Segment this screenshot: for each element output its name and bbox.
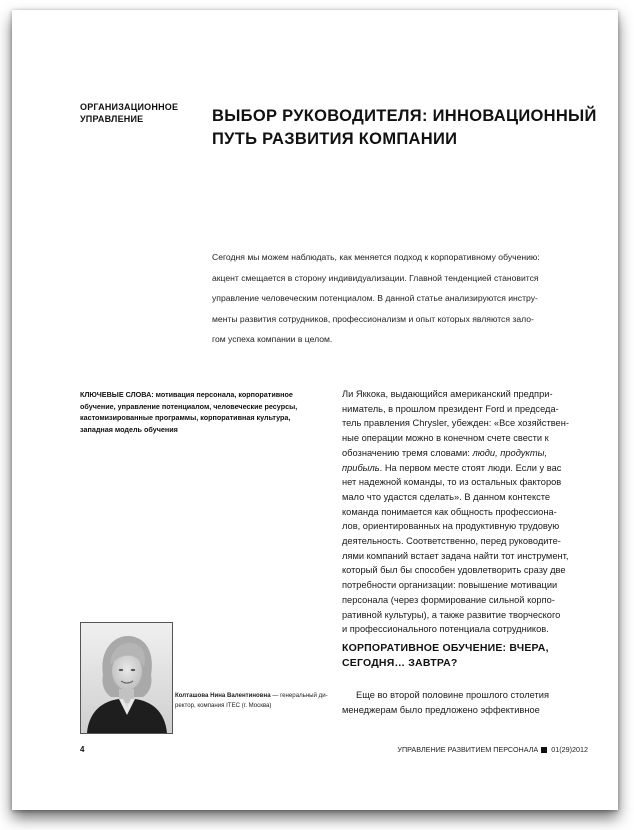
- author-caption: [175, 691, 335, 711]
- body-line: и профессионального потенциала сотрудников.: [342, 624, 549, 635]
- keywords-label: КЛЮЧЕВЫЕ СЛОВА:: [80, 390, 154, 399]
- author-portrait-image: [81, 623, 172, 733]
- keywords-line: обучение, управление потенциалом, человеческие ресурсы,: [80, 401, 298, 411]
- body-line: команда понимается как общность профессиона-: [342, 506, 557, 517]
- body-line: ниматель, в прошлом президент Ford и председа-: [342, 403, 559, 414]
- journal-issue: 01(29)2012: [551, 745, 588, 754]
- author-photo: [80, 622, 173, 734]
- body-line: ные операции можно в конечном счете свести к: [342, 433, 549, 444]
- article-title-line2: ПУТЬ РАЗВИТИЯ КОМПАНИИ: [212, 130, 458, 148]
- article-body-continued: [342, 688, 604, 717]
- body-line: тель правления Chrysler, убежден: «Все хозяйствен-: [342, 418, 569, 429]
- body-line: ративной культуры), а также развитие творческого: [342, 609, 561, 620]
- abstract-line: управление человеческим потенциалом. В данной статье анализируются инстру-: [212, 293, 538, 303]
- body-line: который был бы способен удовлетворить сразу две: [342, 565, 566, 576]
- body-line: обозначению тремя словами:: [342, 447, 473, 458]
- body-line: Ли Яккока, выдающийся американский предпри-: [342, 389, 553, 399]
- body-italic: прибыль: [342, 462, 380, 473]
- body-line: лями компаний встает задача найти тот инструмент,: [342, 550, 569, 561]
- keywords-line: мотивация персонала, корпоративное: [153, 390, 293, 399]
- section-label-line2: УПРАВЛЕНИЕ: [80, 114, 144, 124]
- body-line: . На первом месте стоят люди. Если у вас: [379, 462, 562, 473]
- page-number: 4: [80, 745, 85, 754]
- body-line: мало что удастся сделать». В данном контексте: [342, 491, 551, 502]
- section-label: [80, 101, 200, 125]
- journal-page: [12, 10, 618, 810]
- article-title-line1: ВЫБОР РУКОВОДИТЕЛЯ: ИННОВАЦИОННЫЙ: [212, 107, 597, 125]
- author-name: Колташова Нина Валентиновна: [175, 692, 271, 699]
- subheading-line2: СЕГОДНЯ… ЗАВТРА?: [342, 657, 458, 669]
- author-role: ректор, компания ITEC (г. Москва): [175, 702, 272, 709]
- keywords-block: [80, 389, 328, 435]
- square-bullet-icon: [541, 747, 547, 753]
- body-line: деятельность. Соответственно, перед руководите-: [342, 536, 561, 547]
- author-role: — генеральный ди-: [270, 692, 328, 699]
- section-subheading: [342, 641, 604, 671]
- subheading-line1: КОРПОРАТИВНОЕ ОБУЧЕНИЕ: ВЧЕРА,: [342, 642, 549, 654]
- article-abstract: [212, 247, 596, 350]
- body-line: нет надежной команды, то из остальных факторов: [342, 477, 562, 488]
- body-line: лов, ориентированных на продуктивную трудовую: [342, 521, 560, 532]
- section-label-line1: ОРГАНИЗАЦИОННОЕ: [80, 102, 179, 112]
- abstract-line: гом успеха компании в целом.: [212, 334, 333, 344]
- abstract-line: акцент смещается в сторону индивидуализации. Главной тенденцией становится: [212, 272, 539, 283]
- body-line: персонала (через формирование сильной корпо-: [342, 594, 555, 605]
- keywords-line: западная модель обучения: [80, 424, 178, 434]
- body2-line: менеджерам было предложено эффективное: [342, 704, 540, 715]
- keywords-line: кастомизированные программы, корпоративная культура,: [80, 413, 291, 422]
- body2-line: Еще во второй половине прошлого столетия: [356, 690, 549, 700]
- article-body: [342, 387, 604, 637]
- body-italic: люди, продукты,: [472, 447, 548, 458]
- journal-name: УПРАВЛЕНИЕ РАЗВИТИЕМ ПЕРСОНАЛА: [397, 745, 539, 754]
- body-line: потребности организации: повышение мотивации: [342, 580, 558, 591]
- abstract-line: менты развития сотрудников, профессионализм и опыт которых являются зало-: [212, 313, 534, 324]
- article-title: [212, 105, 602, 151]
- journal-footer: [397, 745, 588, 754]
- abstract-line: Сегодня мы можем наблюдать, как меняется подход к корпоративному обучению:: [212, 252, 540, 262]
